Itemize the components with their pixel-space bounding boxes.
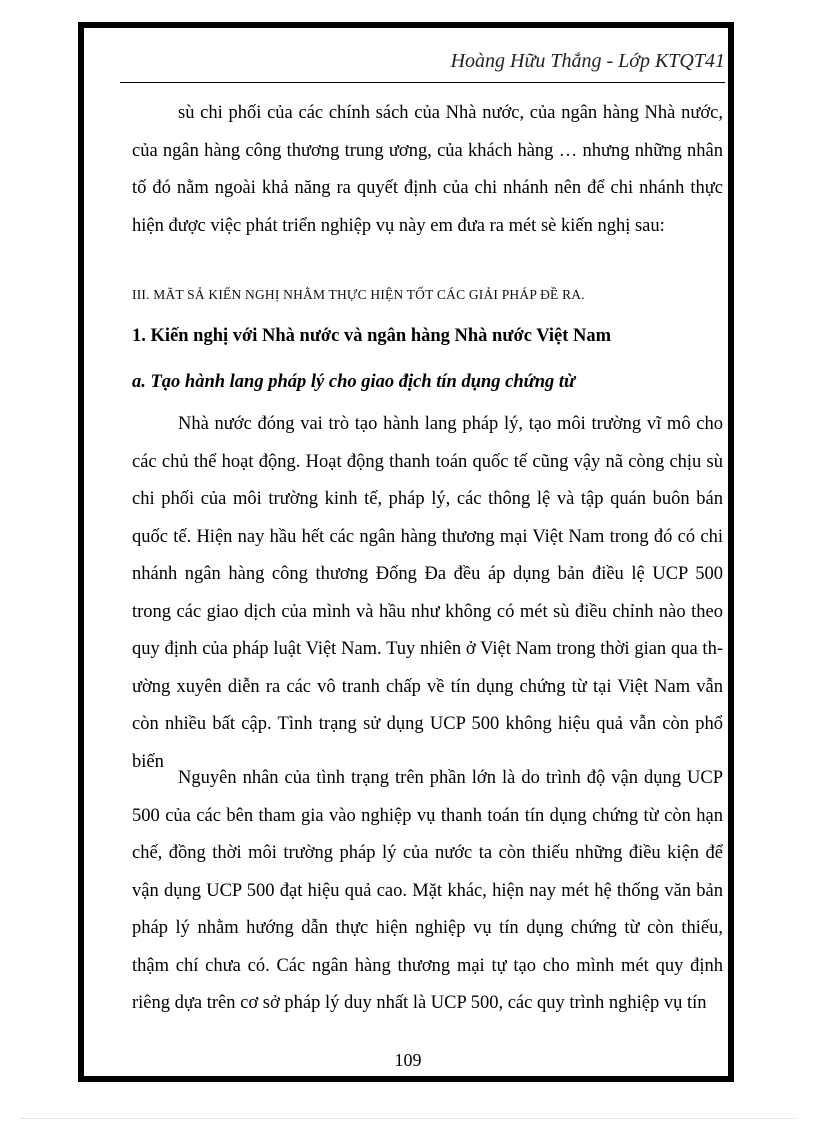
page-number: 109 [394, 1050, 422, 1070]
page-border-top [78, 22, 734, 28]
heading-1: 1. Kiến nghị với Nhà nước và ngân hàng Nhà nước Việt Nam [132, 326, 612, 346]
paragraph-3-text: Nguyên nhân của tình trạng trên phần lớn là do trình độ vận dụng UCP 500 của các bên tham gia vào nghiệp vụ thanh toán tín dụng chứng từ còn hạn chế, đồng thời môi trường pháp lý của nước ta còn thiếu những điều kiện để vận dụng UCP 500 đạt hiệu quả cao. Mặt khác, hiện nay mét hệ thống văn bản pháp lý nhằm hướng dẫn thực hiện nghiệp vụ tín dụng chứng từ còn thiếu, thậm chí chưa có. Các ngân hàng thương mại tự tạo cho mình mét quy định riêng dựa trên cơ sở pháp lý duy nhất là UCP 500, các quy trình nghiệp vụ tín [132, 768, 723, 1013]
section-heading: III. MÃT SẢ KIẾN NGHỊ NHẰM THỰC HIỆN TỐT CÁC GIẢI PHÁP ĐỀ RA. [132, 287, 585, 302]
heading-a: a. Tạo hành lang pháp lý cho giao địch tín dụng chứng từ [132, 372, 576, 392]
paragraph-2 [132, 406, 723, 781]
header-rule [120, 82, 725, 83]
paragraph-intro [132, 95, 723, 245]
page-border-bottom [78, 1076, 734, 1082]
page-edge-dots [20, 1118, 796, 1119]
paragraph-intro-text: sù chi phối của các chính sách của Nhà nước, của ngân hàng Nhà nước, của ngân hàng công thương trung ương, của khách hàng … nhưng những nhân tố đó nằm ngoài khả năng ra quyết định của chi nhánh nên để chi nhánh thực hiện được việc phát triển nghiệp vụ này em đưa ra mét sè kiến nghị sau: [132, 103, 723, 236]
paragraph-2-text: Nhà nước đóng vai trò tạo hành lang pháp lý, tạo môi trường vĩ mô cho các chủ thể hoạt động. Hoạt động thanh toán quốc tế cũng vậy nã còng chịu sù chi phối của môi trường kinh tế, pháp lý, các thông lệ và tập quán buôn bán quốc tế. Hiện nay hầu hết các ngân hàng thương mại Việt Nam trong đó có chi nhánh ngân hàng công thương Đống Đa đều áp dụng bản điều lệ UCP 500 trong các giao dịch của mình và hầu như không có mét sù điều chỉnh nào theo quy định của pháp luật Việt Nam. Tuy nhiên ở Việt Nam trong thời gian qua thường xuyên diễn ra các vô tranh chấp về tín dụng chứng từ tại Việt Nam vẫn còn nhiều bất cập. Tình trạng sử dụng UCP 500 không hiệu quả vẫn còn phổ biến [132, 414, 723, 772]
paragraph-3 [132, 760, 723, 1023]
running-header: Hoàng Hữu Thắng - Lớp KTQT41 [450, 50, 725, 72]
